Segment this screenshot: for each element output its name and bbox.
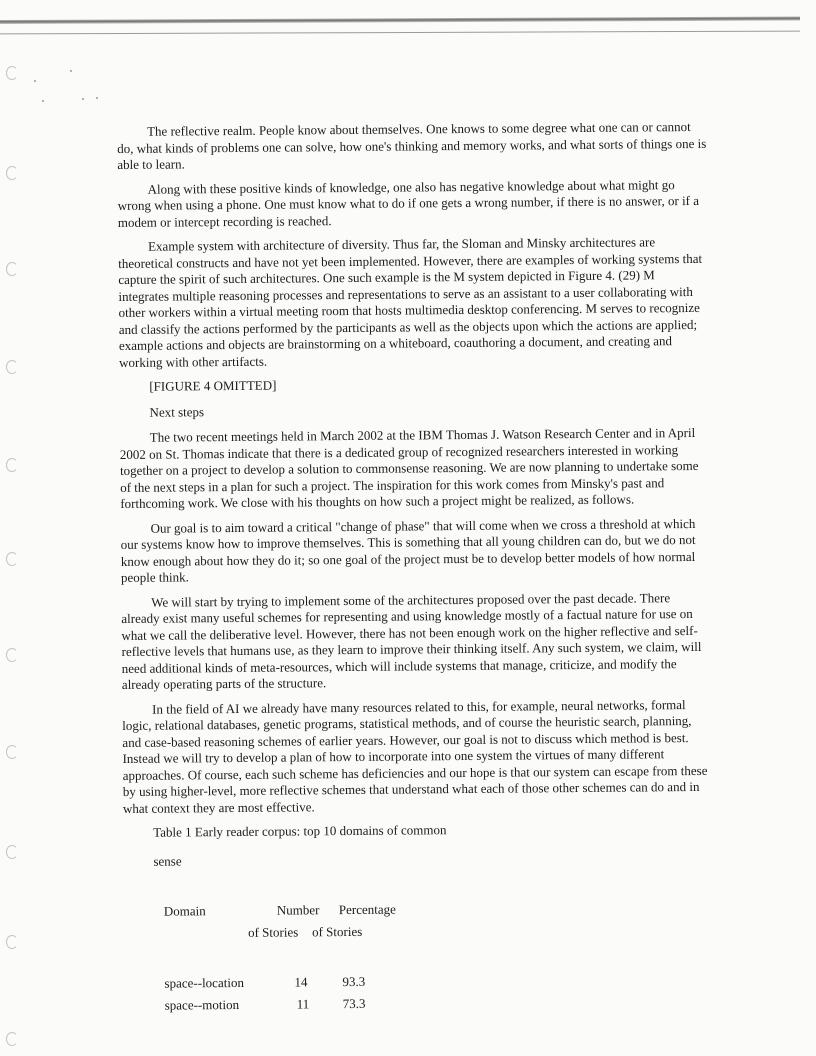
table-row <box>165 993 715 1020</box>
cell-percentage: 73.3 <box>342 995 366 1012</box>
table-caption-continued: sense <box>153 852 182 869</box>
cell-percentage: 93.3 <box>342 973 366 990</box>
paragraph-negative-knowledge: Along with these positive kinds of knowledge, one also has negative knowledge about what might go wrong when using a phone. One must know what to do if one gets a wrong number, if there is no answer, or if a modem or intercept recording is reached. <box>117 176 700 230</box>
punch-hole <box>6 1032 18 1046</box>
domains-table <box>164 899 715 1020</box>
paragraph-example-system: Example system with architecture of diversity. Thus far, the Sloman and Minsky architectures are theoretical constructs and have not yet been implemented. However, there are examples of working systems that capture the spirit of such architectures. One such example is the M system depicted in Figure 4. (29) M integrates multiple reasoning processes and representations to serve as an assistant to a user collaborating with other workers within a virtual meeting room that hosts multimedia desktop conferencing. M serves to recognize and classify the actions performed by the participants as well as the objects upon which the actions are applied; example actions and objects are brainstorming on a whiteboard, coauthoring a document, and creating and working with other artifacts. <box>118 234 703 370</box>
paragraph-architectures: We will start by trying to implement some of the architectures proposed over the past decade. There already exist many useful schemes for representing and using knowledge mostly of a factual nature for use on what we call the deliberative level. However, there has not been enough work on the higher reflective and self-reflective levels that humans use, as they learn to improve their thinking itself. Any such system, we claim, will need additional kinds of meta-resources, which will include systems that manage, criticize, and modify the already operating parts of the structure. <box>121 589 702 692</box>
paragraph-ai-resources: In the field of AI we already have many resources related to this, for example, neural networks, formal logic, relational databases, genetic programs, statistical methods, and of course the heuristic search, planning, and case-based reasoning schemes of earlier years. However, our goal is not to discuss which method is best. Instead we will try to develop a plan of how to incorporate into one system the virtues of many different approaches. Of course, each such scheme has deficiencies and our hope is that our system can escape from these by using higher-level, more reflective schemes that understand what each of those other schemes can do and in what context they are most effective. <box>122 696 708 816</box>
punch-hole <box>6 166 18 180</box>
header-number-sub: of Stories <box>247 924 299 940</box>
cell-domain: space--motion <box>164 996 240 1013</box>
punch-hole <box>6 935 18 949</box>
paragraph-recent-meetings: The two recent meetings held in March 2002 at the IBM Thomas J. Watson Research Center and in April 2002 on St. Thomas indicate that there is a dedicated group of recognized researchers interested in working together on a project to develop a solution to commonsense reasoning. We are now planning to undertake some of the next steps in a plan for such a project. The inspiration for this work comes from Minsky's past and forthcoming work. We close with his thoughts on how such a project might be realized, as follows. <box>119 424 699 511</box>
punch-hole <box>6 66 18 80</box>
scan-speck <box>34 80 36 82</box>
scan-top-rule-fine <box>0 31 800 35</box>
punch-hole <box>6 648 18 662</box>
cell-domain: space--location <box>164 974 244 991</box>
cell-number: 14 <box>294 974 308 990</box>
scan-speck <box>70 70 72 72</box>
scan-speck <box>96 97 98 99</box>
punch-hole <box>6 262 18 276</box>
header-percentage-sub: of Stories <box>311 923 363 940</box>
punch-hole <box>6 458 18 472</box>
figure-placeholder: [FIGURE 4 OMITTED] <box>149 377 277 394</box>
punch-hole <box>6 745 18 759</box>
paragraph-reflective-realm: The reflective realm. People know about themselves. One knows to some degree what one can or cannot do, what kinds of problems one can solve, how one's thinking and memory works, and what sorts of things one is able to learn. <box>117 118 707 172</box>
punch-hole <box>6 360 18 374</box>
paragraph-goal: Our goal is to aim toward a critical "change of phase" that will come when we cross a threshold at which our systems know how to improve themselves. This is something that all young children can do, but we do not know enough about how they do it; so one goal of the project must be to develop better models of how normal people think. <box>120 515 696 585</box>
scan-speck <box>82 98 84 100</box>
document-body <box>117 119 715 1020</box>
punch-hole <box>6 845 18 859</box>
header-number: Number <box>276 902 320 918</box>
punch-hole <box>6 552 18 566</box>
header-domain: Domain <box>163 903 206 919</box>
scan-top-rule <box>0 17 800 24</box>
cell-number: 11 <box>296 996 310 1012</box>
scan-speck <box>42 100 44 102</box>
section-heading-next-steps: Next steps <box>149 403 205 420</box>
header-percentage: Percentage <box>338 901 396 918</box>
table-caption: Table 1 Early reader corpus: top 10 domains of common <box>153 822 447 840</box>
